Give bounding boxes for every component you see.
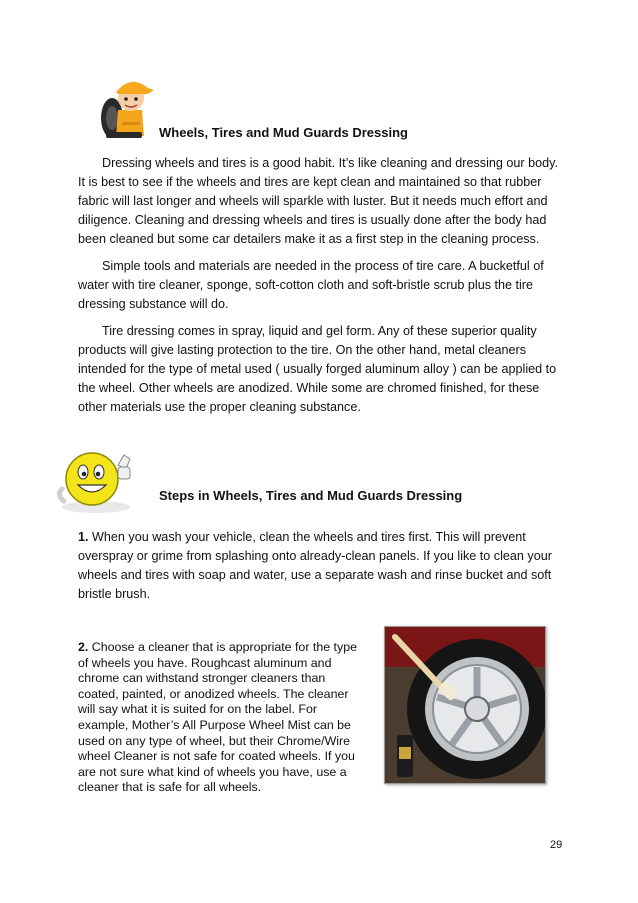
section-2-heading: Steps in Wheels, Tires and Mud Guards Dressing (159, 488, 463, 503)
chrome-wheel-brush-photo-icon (385, 627, 545, 783)
step-text: When you wash your vehicle, clean the wheels and tires first. This will prevent overspray or grime from splashing onto already-clean panels. If you like to clean your wheels and tires with soap and water, use a separate wash and rinse bucket and soft bristle brush. (78, 530, 552, 601)
cartoon-mechanic-with-tire-icon (98, 70, 158, 140)
paragraph: Dressing wheels and tires is a good habit. It’s like cleaning and dressing our body. It is best to see if the wheels and tires are kept clean and maintained so that rubber fabric will last longer and wheels will sparkle with luster. But it needs much effort and diligence. Cleaning and dressing wheels and tires is usually done after the body had been cleaned but some car detailers make it as a first step in the cleaning process. (78, 156, 558, 246)
step-number: 1. (78, 530, 89, 544)
mechanic-illustration (98, 70, 158, 140)
step-1 (78, 528, 568, 604)
page-number: 29 (550, 839, 563, 851)
step-2 (78, 640, 368, 796)
section-1-body (78, 154, 568, 417)
step-number: 2. (78, 640, 89, 654)
paragraph: Tire dressing comes in spray, liquid and gel form. Any of these superior quality products will give lasting protection to the tire. On the other hand, metal cleaners intended for the type of metal used ( usually forged aluminum alloy ) can be applied to the wheel. Other wheels are anodized. While some are chromed finished, for these other materials use the proper cleaning substance. (78, 324, 557, 414)
smiley-illustration (52, 445, 140, 517)
paragraph: Simple tools and materials are needed in the process of tire care. A bucketful of water with tire cleaner, sponge, soft-cotton cloth and soft-bristle scrub plus the tire dressing substance will do. (78, 259, 544, 311)
wheel-photo (384, 626, 546, 784)
section-1-heading: Wheels, Tires and Mud Guards Dressing (159, 125, 408, 140)
smiley-thumbs-up-icon (52, 445, 140, 517)
step-text: Choose a cleaner that is appropriate for the type of wheels you have. Roughcast aluminum and chrome can withstand stronger cleaners than coated, painted, or anodized wheels. The cleaner will say what it is suited for on the label. For example, Mother’s All Purpose Wheel Mist can be used on any type of wheel, but their Chrome/Wire wheel Cleaner is not safe for coated wheels. If you are not sure what kind of wheels you have, use a cleaner that is safe for all wheels. (78, 640, 357, 795)
